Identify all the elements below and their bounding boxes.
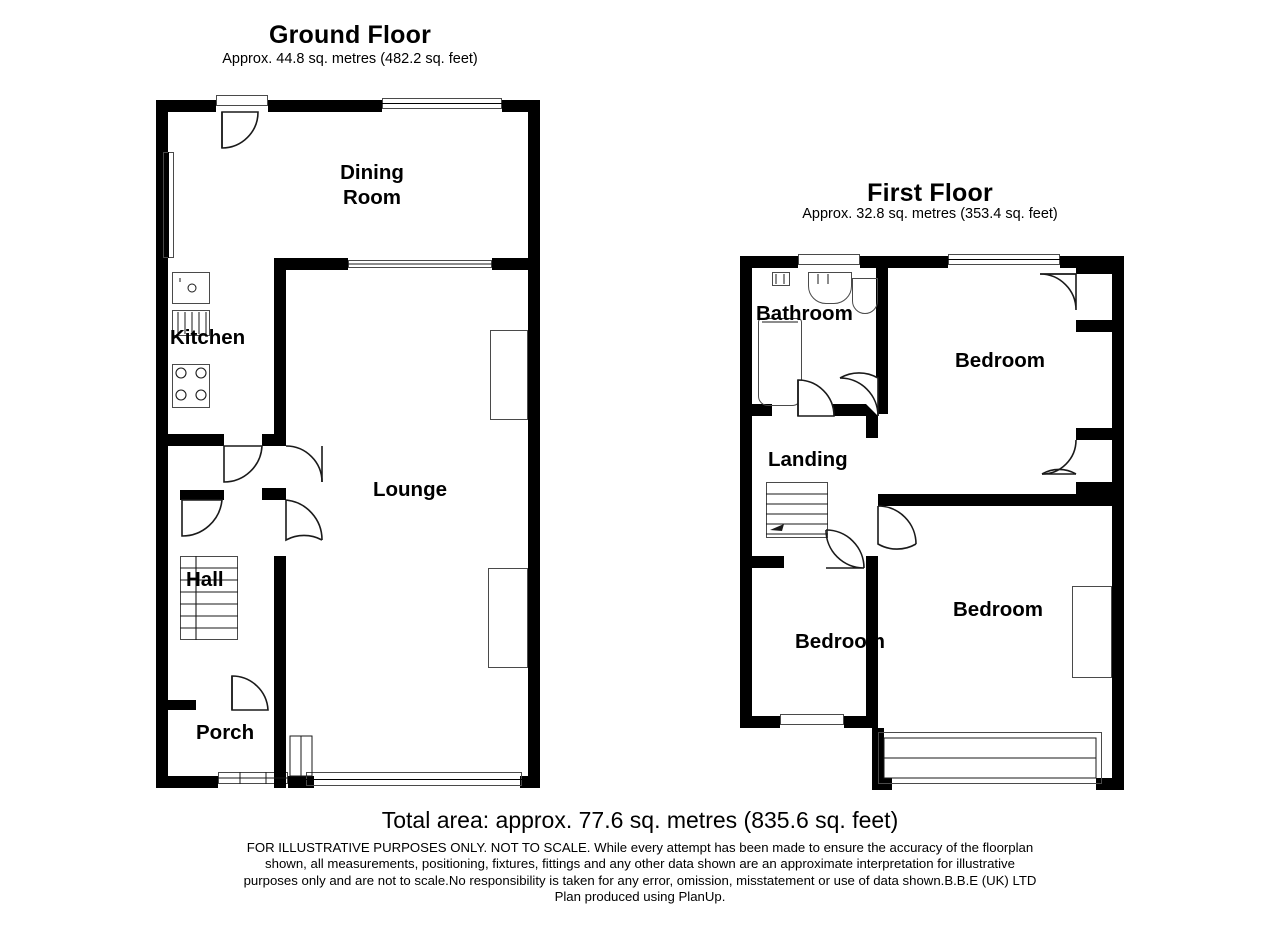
kitchen-hob [172, 364, 210, 408]
first-wall-bottom-left [740, 716, 780, 728]
ground-wall-internal-vertical-upper [274, 258, 286, 446]
first-wall-bedrooms-divider [878, 494, 1112, 506]
first-wall-right [1112, 256, 1124, 790]
first-wall-right-notch-lower [1076, 428, 1112, 440]
first-wall-right-notch-bottom [1076, 482, 1112, 494]
first-wall-internal-vertical-mid [866, 414, 878, 438]
producer-text: Plan produced using PlanUp. [554, 889, 726, 905]
label-dining-line2: Room [342, 186, 402, 209]
kitchen-window-left-bar [168, 152, 169, 258]
ground-wall-hall-left [180, 490, 224, 500]
bedroom-rear-window-bottom [878, 732, 1102, 784]
ground-floor-subtitle: Approx. 44.8 sq. metres (482.2 sq. feet) [222, 51, 478, 67]
label-dining-room [300, 160, 444, 210]
ground-wall-top-right [502, 100, 540, 112]
first-wall-left [740, 256, 752, 728]
bedroom-front-window-top-bar [948, 259, 1060, 260]
disclaimer-body: FOR ILLUSTRATIVE PURPOSES ONLY. NOT TO SCALE. While every attempt has been made to ensure the accuracy of the floorplan shown, all measurements, positioning, fixtures, fittings and any other data shown are an approximate interpretation for illustrative purposes only and are not to scale.No responsibility is taken for any error, omission, misstatement or use of data shown.B.B.E (UK) LTD [243, 840, 1037, 888]
first-floor-title: First Floor [867, 179, 993, 207]
first-wall-top-left [740, 256, 798, 268]
lounge-radiator-upper [490, 330, 528, 420]
lounge-radiator-lower [488, 568, 528, 668]
bathroom-taps [772, 272, 790, 286]
ground-wall-right [528, 100, 540, 788]
kitchen-sink [172, 272, 210, 304]
lounge-window-front-bar [306, 779, 522, 780]
first-wall-bathroom-landing-right [798, 404, 878, 416]
disclaimer-text [240, 840, 1040, 906]
ground-wall-porch-top [168, 700, 196, 710]
total-area-text: Total area: approx. 77.6 sq. metres (835.6 sq. feet) [381, 807, 899, 833]
ground-wall-hall-stub [262, 488, 286, 500]
ground-wall-kitchen-hall-right [262, 434, 286, 446]
ground-floor-title: Ground Floor [268, 21, 432, 49]
first-floor-subtitle: Approx. 32.8 sq. metres (353.4 sq. feet) [802, 206, 1058, 222]
bathroom-window-top [798, 254, 860, 265]
ground-entry-door-frame [216, 95, 268, 106]
label-dining-line1: Dining [340, 161, 404, 184]
ground-wall-bottom-left [156, 776, 218, 788]
label-bedroom-rear: Bedroom [953, 598, 1043, 621]
ground-wall-top-mid [268, 100, 382, 112]
bathroom-bath [758, 318, 802, 406]
bathroom-basin [808, 272, 852, 304]
label-bedroom-small: Bedroom [795, 630, 885, 653]
label-lounge: Lounge [372, 478, 447, 501]
ground-wall-dining-lounge [274, 258, 348, 270]
label-landing: Landing [768, 448, 848, 471]
first-wall-landing-bedroom-small [740, 556, 784, 568]
ground-wall-dining-lounge-right [492, 258, 540, 270]
label-bathroom: Bathroom [756, 302, 853, 325]
first-wall-right-notch-upper [1076, 262, 1112, 274]
ground-wall-bottom-right [520, 776, 540, 788]
first-wall-right-notch-mid [1076, 320, 1112, 332]
bedroom-small-window-bottom [780, 714, 844, 725]
label-bedroom-front: Bedroom [955, 349, 1045, 372]
ground-wall-kitchen-hall [156, 434, 224, 446]
first-wall-top-mid [860, 256, 948, 268]
dining-window-top-bar [382, 103, 502, 104]
ground-wall-top-left [156, 100, 216, 112]
landing-staircase [766, 482, 828, 538]
bedroom-rear-radiator [1072, 586, 1112, 678]
label-hall: Hall [186, 568, 224, 591]
label-porch: Porch [196, 721, 255, 744]
label-kitchen: Kitchen [170, 326, 246, 349]
dining-lounge-opening [348, 260, 492, 268]
